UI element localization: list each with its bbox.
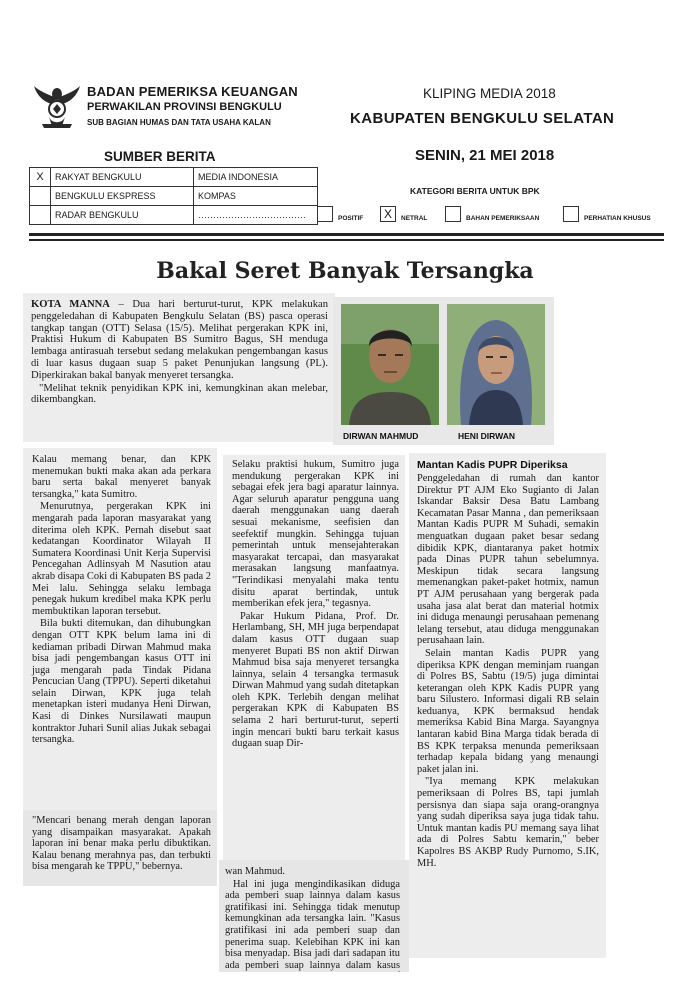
article-paragraph: Hal ini juga mengindikasikan diduga ada pemberi suap lainnya dalam kasus gratifikasi ini. Sehingga tidak menutup kemungkinan ada tersangka lain. "Kasus gratifikasi ini ada pemberi suap dan penerima suap. Kelebihan KPK ini kan bisa menyadap. Bisa jadi dari sadapan itu ada pemberi suap lainnya dalam kasus bbox=[225, 878, 400, 971]
article-column-2-continued bbox=[219, 860, 409, 972]
kategori-label: BAHAN PEMERIKSAAN bbox=[466, 215, 540, 222]
source-row bbox=[30, 168, 318, 187]
clipping-date: SENIN, 21 MEI 2018 bbox=[415, 147, 555, 164]
article-paragraph: "Iya memang KPK melakukan pemeriksaan di Polres BS, tapi jumlah persisnya dan siapa saja orang-orangnya yang sudah diperiksa saya juga tidak tahu. Untuk mantan kadis PU memang saya lihat ada di Polres Sabtu kemarin," beber Kapolres BS AKBP Rudy Purnomo, S.IK, MH. bbox=[417, 776, 599, 869]
article-paragraph: wan Mahmud. bbox=[225, 866, 286, 877]
photo-caption: HENI DIRWAN bbox=[458, 431, 515, 441]
section-subheading: Mantan Kadis PUPR Diperiksa bbox=[417, 459, 568, 471]
header-divider-thin bbox=[29, 239, 664, 241]
org-subdivision: SUB BAGIAN HUMAS DAN TATA USAHA KALAN bbox=[87, 118, 271, 127]
article-paragraph: Selain mantan Kadis PUPR yang diperiksa KPK dengan meminjam ruangan di Polres BS, Sabtu (19/5) juga dimintai keterangan oleh KPK Kadis PUPR yang baru Silustero. Informasi digali RB selain keduanya, KPK bermaksud hendak memeriksa Kabid Bina Marga. Sayangnya lantaran kabid Bina Marga tidak berada di BS KPK terpaksa menunda pemeriksaan terhadap kepala bidang yang menaungi paket jalan ini. bbox=[417, 647, 599, 775]
article-lead bbox=[23, 293, 335, 442]
kategori-title: KATEGORI BERITA UNTUK BPK bbox=[410, 186, 540, 196]
kategori-checkbox bbox=[563, 206, 579, 222]
kategori-checkbox bbox=[445, 206, 461, 222]
header-divider bbox=[29, 233, 664, 236]
article-paragraph: Selaku praktisi hukum, Sumitro juga mendukung pergerakan KPK ini sebagai efek jera bagi aparatur lainnya. Agar seluruh aparatur pengguna uang daerah menggunakan uang daerah sesuai mekanisme, seefisien dan seefektif mungkin. Sehingga tujuan pemerintah untuk mensejahterakan masyarakat tercapai, dan masyarakat merasakan langsung manfaatnya. "Terindikasi menyalahi maka tentu disitu aparat bertindak, untuk memberikan efek jera," tegasnya. bbox=[232, 459, 399, 610]
kategori-checkbox bbox=[317, 206, 333, 222]
kategori-checkbox: X bbox=[380, 206, 396, 222]
kategori-perhatian-khusus bbox=[563, 206, 651, 222]
article-paragraph: Kalau memang benar, dan KPK menemukan bukti maka akan ada perkara baru serta bakal menyeret banyak tersangka," kata Sumitro. bbox=[32, 454, 211, 500]
photo-panel bbox=[333, 297, 554, 445]
region-title: KABUPATEN BENGKULU SELATAN bbox=[350, 110, 615, 127]
source-checkbox bbox=[30, 187, 51, 206]
article-paragraph: Menurutnya, pergerakan KPK ini mengarah pada laporan masyarakat yang diterima oleh KPK. Pernah disebut saat kedatangan Koordinator Wilayah II Sumatera Koordinasi Unit Kerja Supervisi Pencegahan Adlinsyah M Nasution atau akrab disapa Coki di Kabupaten BS pada 2 Mei lalu. Sehingga selaku lembaga penegak hukum kredibel maka KPK perlu membuktikan laporan tersebut. bbox=[32, 501, 211, 617]
kategori-positif bbox=[317, 206, 363, 222]
source-name: RADAR BENGKULU bbox=[51, 206, 194, 225]
source-name: BENGKULU EKSPRESS bbox=[51, 187, 194, 206]
article-paragraph: Pakar Hukum Pidana, Prof. Dr. Herlambang, SH, MH juga berpendapat dalam kasus OTT dugaan suap menyeret Bupati BS non aktif Dirwan Mahmud bisa saja menyeret tersangka lainnya, selain 4 tersangka termasuk Dirwan Mahmud yang sudah ditetapkan oleh KPK. Terlebih dengan melihat pergerakan KPK di Kabupaten BS selama 2 hari berturut-turut, seperti ingin mencari bukti baru terkait kasus dugaan suap Dir- bbox=[232, 610, 399, 750]
source-name: ……………………………… bbox=[194, 206, 318, 225]
org-branch: PERWAKILAN PROVINSI BENGKULU bbox=[87, 101, 282, 113]
article-column-1 bbox=[23, 448, 217, 814]
dateline: KOTA MANNA bbox=[31, 299, 110, 310]
article-headline: Bakal Seret Banyak Tersangka bbox=[156, 258, 534, 284]
lead-paragraph: "Melihat teknik penyidikan KPK ini, kemungkinan akan melebar, dikembangkan. bbox=[31, 382, 328, 406]
source-table bbox=[29, 167, 318, 225]
lead-text: – Dua hari berturut-turut, KPK melakukan penggeledahan di Kabupaten Bengkulu Selatan (BS) pasca operasi tangkap tangan (OTT) Selasa (15/5). Melihat pergerakan KPK ini, Praktisi Hukum di Kabupaten BS Sumitro Bagus, SH menduga lembaga antirasuah tersebut sedang melakukan pengembangan kasus di luar kasus dugaan suap 5 paket Penunjukan langsung (PL). Diperkirakan bakal banyak menyeret tersangka. bbox=[31, 299, 328, 381]
kliping-title: KLIPING MEDIA 2018 bbox=[423, 86, 556, 101]
portrait-photo-heni bbox=[447, 304, 545, 425]
source-name: RAKYAT BENGKULU bbox=[51, 168, 194, 187]
article-column-3 bbox=[409, 453, 606, 958]
portrait-photo-dirwan bbox=[341, 304, 439, 425]
source-checkbox: X bbox=[30, 168, 51, 187]
lead-paragraph bbox=[31, 299, 328, 382]
article-paragraph: Bila bukti ditemukan, dan dihubungkan dengan OTT KPK belum lama ini di kediaman pribadi Dirwan Mahmud maka bisa jadi pengembangan kasus OTT ini juga mengarah pada Tindak Pidana Pencucian Uang (TPPU). Seperti diketahui selain Dirwan, KPK juga telah menetapkan isteri mudanya Heni Dirwan, Kasi di Dinkes Nursilawati maupun kontraktor Juhari Sunil alias Jukak sebagai tersangka. bbox=[32, 618, 211, 746]
source-checkbox bbox=[30, 206, 51, 225]
kategori-label: PERHATIAN KHUSUS bbox=[584, 215, 651, 222]
source-name: MEDIA INDONESIA bbox=[194, 168, 318, 187]
org-name: BADAN PEMERIKSA KEUANGAN bbox=[87, 84, 298, 99]
article-column-1-continued bbox=[23, 810, 217, 886]
kategori-label: POSITIF bbox=[338, 215, 364, 222]
source-row bbox=[30, 187, 318, 206]
article-paragraph: Penggeledahan di rumah dan kantor Direktur PT AJM Eko Sugianto di Jalan Iskandar Baksir Desa Batu Lambang Kecamatan Pasar Manna , dan pemeriksaan Mantan Kadis PUPR M Suhadi, semakin menguatkan dugaan paket besar sedang dibidik KPK, diantaranya paket hotmix pada Dinas PUPR tahun sebelumnya. Meskipun tidak secara langsung memenangkan paket-paket hotmix, namun PT AJM perusahaan yang bergerak pada usaha jasa alat berat dan material hotmix ini diduga menaungi perusahaan pemenang lelang tersebut, atau diduga menggunakan perusahaan lain. bbox=[417, 473, 599, 647]
bpk-garuda-logo-icon bbox=[32, 82, 82, 130]
kategori-bahan-pemeriksaan bbox=[445, 206, 539, 222]
sumber-berita-title: SUMBER BERITA bbox=[104, 149, 216, 164]
source-row bbox=[30, 206, 318, 225]
article-column-2 bbox=[223, 455, 405, 868]
kategori-netral bbox=[380, 206, 427, 222]
source-name: KOMPAS bbox=[194, 187, 318, 206]
article-paragraph: "Mencari benang merah dengan laporan yang disampaikan masyarakat. Apakah laporan ini benar maka perlu dibuktikan. Kalau benang merahnya pas, dan terbukti bisa mengarah ke TPPU," bebernya. bbox=[32, 815, 211, 873]
photo-caption: DIRWAN MAHMUD bbox=[343, 431, 419, 441]
kategori-label: NETRAL bbox=[401, 215, 428, 222]
